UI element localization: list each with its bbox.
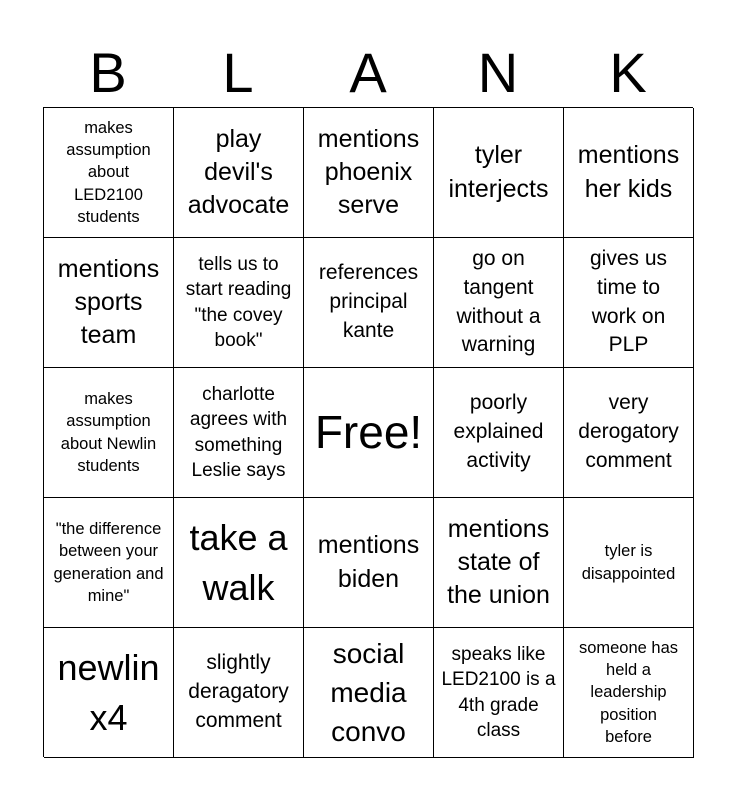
bingo-cell[interactable]: [44, 108, 174, 238]
cell-text: mentions state of the union: [447, 514, 550, 610]
header-letter-a: A: [349, 41, 387, 104]
cell-text: speaks like LED2100 is a 4th grade class: [441, 644, 556, 741]
cell-text: someone has held a leadership position before: [578, 638, 679, 746]
cell-text: mentions biden: [317, 531, 420, 593]
bingo-board: [43, 107, 693, 757]
bingo-cell[interactable]: [174, 108, 304, 238]
bingo-cell[interactable]: [174, 628, 304, 758]
cell-text: very derogatory comment: [578, 391, 679, 472]
header-letter-l: L: [222, 41, 254, 104]
cell-text: gives us time to work on PLP: [589, 246, 668, 357]
bingo-cell[interactable]: [304, 108, 434, 238]
bingo-cell[interactable]: [44, 238, 174, 368]
cell-text: poorly explained activity: [453, 391, 544, 472]
bingo-cell[interactable]: [434, 238, 564, 368]
bingo-cell[interactable]: [304, 628, 434, 758]
bingo-cell[interactable]: [434, 108, 564, 238]
cell-text: mentions sports team: [57, 254, 160, 350]
cell-text: makes assumption about Newlin students: [60, 389, 157, 475]
cell-text: social media convo: [330, 637, 407, 748]
free-space-label: Free!: [314, 405, 423, 458]
header-letter-b: B: [89, 41, 127, 104]
bingo-cell[interactable]: [44, 628, 174, 758]
header-letter-n: N: [477, 41, 519, 104]
cell-text: mentions phoenix serve: [317, 124, 420, 220]
free-space-cell[interactable]: [304, 368, 434, 498]
bingo-cell[interactable]: [564, 498, 694, 628]
cell-text: mentions her kids: [577, 141, 680, 203]
cell-text: makes assumption about LED2100 students: [66, 118, 151, 226]
bingo-cell[interactable]: [304, 498, 434, 628]
cell-text: tyler interjects: [448, 141, 549, 203]
cell-text: references principal kante: [318, 261, 419, 342]
bingo-cell[interactable]: [174, 368, 304, 498]
cell-text: tyler is disappointed: [581, 542, 676, 583]
cell-text: slightly deragatory comment: [188, 651, 289, 732]
bingo-cell[interactable]: [564, 238, 694, 368]
bingo-cell[interactable]: [434, 628, 564, 758]
bingo-cell[interactable]: [564, 368, 694, 498]
header-letter-k: K: [609, 41, 647, 104]
bingo-cell[interactable]: [434, 368, 564, 498]
bingo-cell[interactable]: [174, 238, 304, 368]
cell-text: "the difference between your generation and mine": [53, 519, 164, 605]
bingo-cell[interactable]: [44, 498, 174, 628]
cell-text: play devil's advocate: [187, 124, 290, 220]
cell-text: take a walk: [189, 516, 288, 608]
bingo-cell[interactable]: [44, 368, 174, 498]
bingo-cell[interactable]: [174, 498, 304, 628]
cell-text: newlin x4: [57, 646, 160, 738]
cell-text: go on tangent without a warning: [456, 246, 541, 357]
bingo-cell[interactable]: [304, 238, 434, 368]
bingo-header: [43, 38, 693, 108]
bingo-cell[interactable]: [564, 108, 694, 238]
bingo-cell[interactable]: [564, 628, 694, 758]
cell-text: tells us to start reading "the covey book": [185, 254, 292, 351]
cell-text: charlotte agrees with something Leslie says: [189, 384, 288, 481]
bingo-cell[interactable]: [434, 498, 564, 628]
